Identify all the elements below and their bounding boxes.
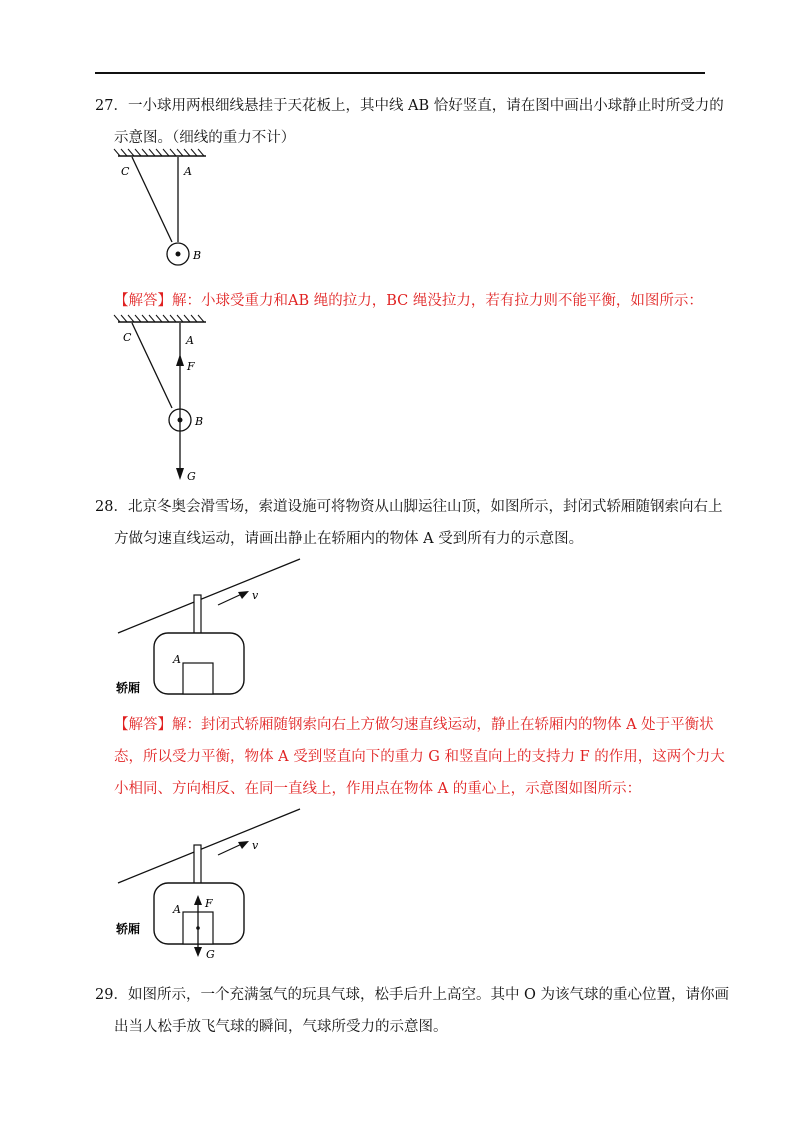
q27-answer-figure: [110, 314, 220, 484]
q28-ans-label-cabin: 轿厢: [116, 922, 141, 936]
q27-ans-label-b: B: [195, 415, 204, 428]
q28-answer-figure: [110, 805, 310, 965]
q28-text-line2: 方做匀速直线运动，请画出静止在轿厢内的物体 A 受到所有力的示意图。: [114, 531, 584, 547]
q27-label-a: A: [184, 165, 192, 178]
q28-label-v: v: [252, 589, 259, 602]
q29-text-line2: 出当人松手放飞气球的瞬间，气球所受力的示意图。: [114, 1019, 448, 1035]
q28-answer-line2: 态，所以受力平衡，物体 A 受到竖直向下的重力 G 和竖直向上的支持力 F 的作用，这两个力大: [114, 749, 725, 765]
q28-figure: [110, 555, 310, 700]
q27-ans-label-f: F: [187, 360, 195, 373]
q27-label-b: B: [193, 249, 202, 262]
q27-ans-label-g: G: [187, 470, 196, 483]
q27-label-c: C: [121, 165, 130, 178]
q28-label-cabin: 轿厢: [116, 681, 141, 695]
q27-text-line2: 示意图。（细线的重力不计）: [114, 130, 296, 146]
q28-text-line1: 28．北京冬奥会滑雪场，索道设施可将物资从山脚运往山顶，如图所示，封闭式轿厢随钢索向右上: [95, 499, 723, 515]
q28-ans-label-g: G: [206, 948, 215, 961]
q28-ans-label-f: F: [205, 897, 213, 910]
q27-ans-label-c: C: [123, 331, 132, 344]
q28-ans-label-v: v: [252, 839, 259, 852]
q27-ans-label-a: A: [186, 334, 194, 347]
q27-answer: 【解答】解：小球受重力和AB 绳的拉力，BC 绳没拉力，若有拉力则不能平衡，如图所示：: [114, 293, 703, 309]
q28-ans-label-a: A: [173, 903, 181, 916]
q27-figure: [110, 148, 220, 268]
q28-answer-line1: 【解答】解：封闭式轿厢随钢索向右上方做匀速直线运动，静止在轿厢内的物体 A 处于平衡状: [114, 717, 714, 733]
q27-text-line1: 27．一小球用两根细线悬挂于天花板上，其中线 AB 恰好竖直，请在图中画出小球静止时所受力的: [95, 98, 724, 114]
q28-answer-line3: 小相同、方向相反、在同一直线上，作用点在物体 A 的重心上，示意图如图所示：: [114, 781, 642, 797]
header-rule: [95, 72, 705, 74]
q29-text-line1: 29．如图所示，一个充满氢气的玩具气球，松手后升上高空。其中 O 为该气球的重心位置，请你画: [95, 987, 730, 1003]
q28-label-a: A: [173, 653, 181, 666]
